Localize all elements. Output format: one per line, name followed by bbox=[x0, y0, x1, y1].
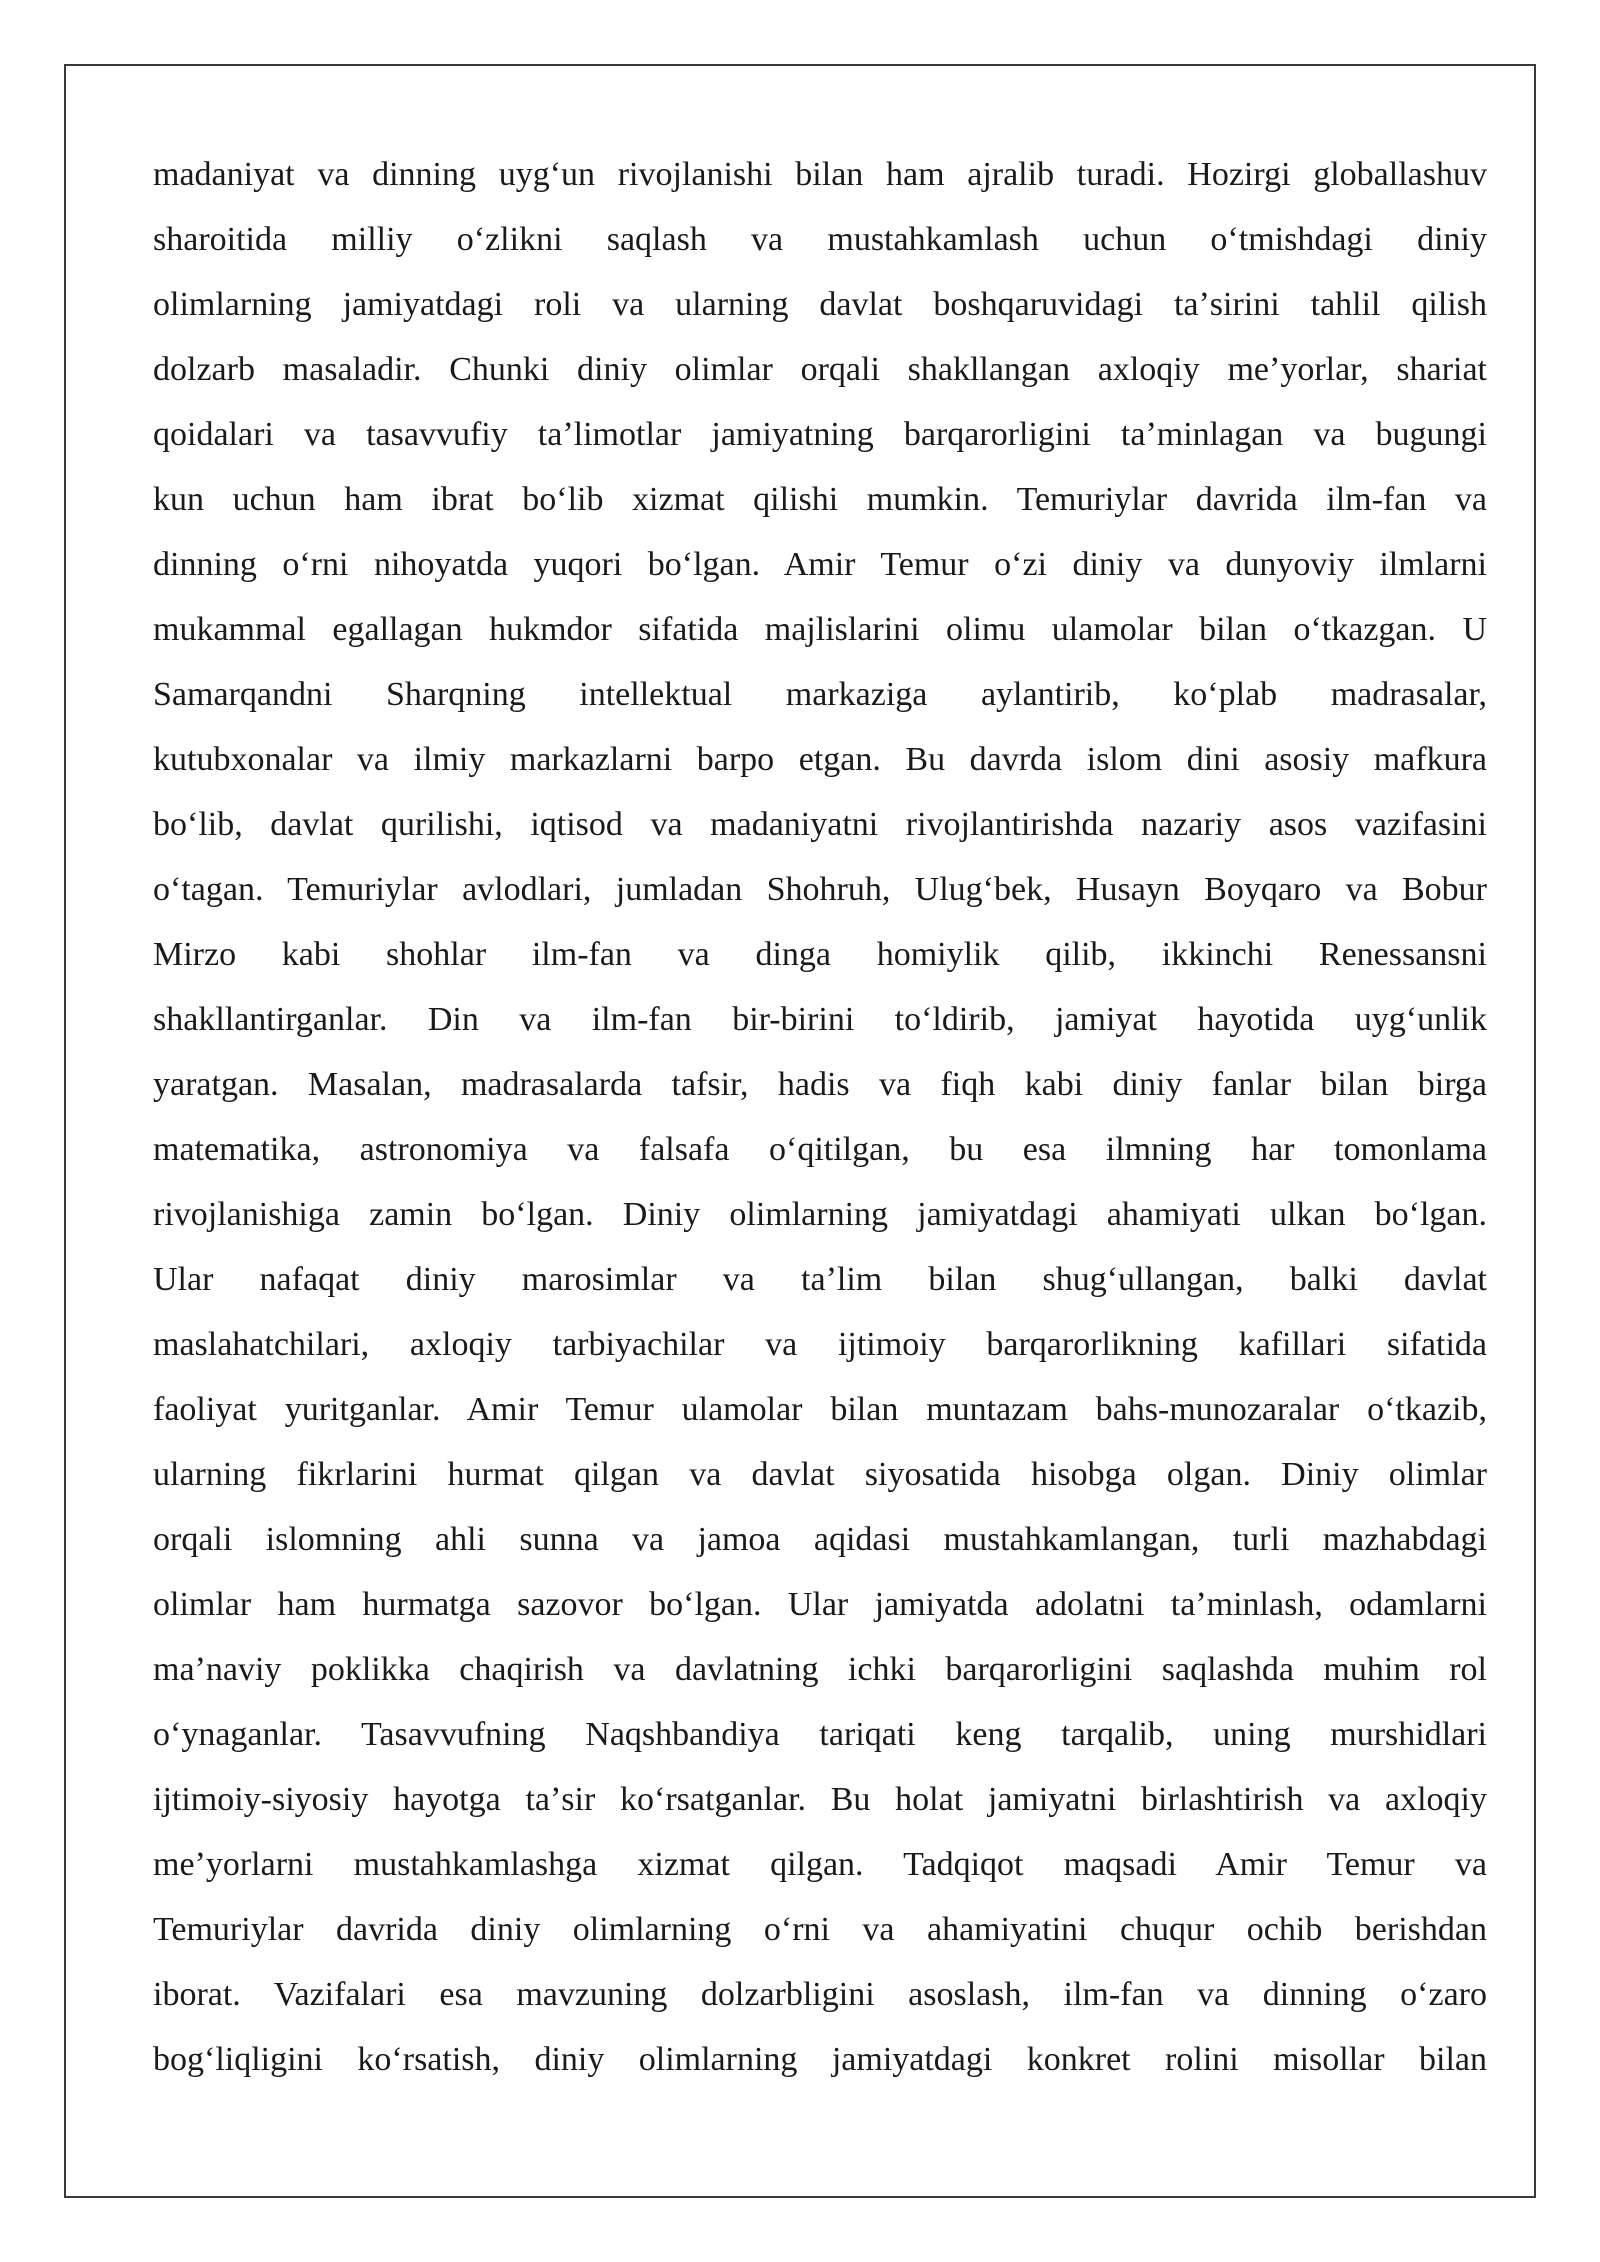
text-line: meʼyorlarni mustahkamlashga xizmat qilgan. Tadqiqot maqsadi Amir Temur va bbox=[153, 1846, 1487, 1883]
text-line: dinning oʻrni nihoyatda yuqori boʻlgan. Amir Temur oʻzi diniy va dunyoviy ilmlarni bbox=[153, 546, 1487, 583]
text-line: qoidalari va tasavvufiy taʼlimotlar jamiyatning barqarorligini taʼminlagan va bugungi bbox=[153, 416, 1487, 453]
text-line: rivojlanishiga zamin boʻlgan. Diniy olimlarning jamiyatdagi ahamiyati ulkan boʻlgan. bbox=[153, 1196, 1487, 1233]
text-line: oʻtagan. Temuriylar avlodlari, jumladan Shohruh, Ulugʻbek, Husayn Boyqaro va Bobur bbox=[153, 871, 1487, 908]
text-line: dolzarb masaladir. Chunki diniy olimlar orqali shakllangan axloqiy meʼyorlar, shariat bbox=[153, 351, 1487, 388]
text-line: shakllantirganlar. Din va ilm-fan bir-birini toʻldirib, jamiyat hayotida uygʻunlik bbox=[153, 1001, 1487, 1038]
text-line: sharoitida milliy oʻzlikni saqlash va mustahkamlash uchun oʻtmishdagi diniy bbox=[153, 221, 1487, 258]
text-line: maʼnaviy poklikka chaqirish va davlatning ichki barqarorligini saqlashda muhim rol bbox=[153, 1651, 1487, 1688]
text-line: mukammal egallagan hukmdor sifatida majlislarini olimu ulamolar bilan oʻtkazgan. U bbox=[153, 611, 1487, 648]
text-line: iborat. Vazifalari esa mavzuning dolzarbligini asoslash, ilm-fan va dinning oʻzaro bbox=[153, 1976, 1487, 2013]
document-body bbox=[153, 142, 1487, 2092]
text-line: Ular nafaqat diniy marosimlar va taʼlim bilan shugʻullangan, balki davlat bbox=[153, 1261, 1487, 1298]
text-line: madaniyat va dinning uygʻun rivojlanishi bilan ham ajralib turadi. Hozirgi globallashuv bbox=[153, 156, 1487, 193]
text-line: matematika, astronomiya va falsafa oʻqitilgan, bu esa ilmning har tomonlama bbox=[153, 1131, 1487, 1168]
text-line: ularning fikrlarini hurmat qilgan va davlat siyosatida hisobga olgan. Diniy olimlar bbox=[153, 1456, 1487, 1493]
text-line: maslahatchilari, axloqiy tarbiyachilar va ijtimoiy barqarorlikning kafillari sifatida bbox=[153, 1326, 1487, 1363]
text-line: kutubxonalar va ilmiy markazlarni barpo etgan. Bu davrda islom dini asosiy mafkura bbox=[153, 741, 1487, 778]
text-line: orqali islomning ahli sunna va jamoa aqidasi mustahkamlangan, turli mazhabdagi bbox=[153, 1521, 1487, 1558]
text-line: bogʻliqligini koʻrsatish, diniy olimlarning jamiyatdagi konkret rolini misollar bilan bbox=[153, 2041, 1487, 2078]
text-line: oʻynaganlar. Tasavvufning Naqshbandiya tariqati keng tarqalib, uning murshidlari bbox=[153, 1716, 1487, 1753]
text-line: yaratgan. Masalan, madrasalarda tafsir, hadis va fiqh kabi diniy fanlar bilan birga bbox=[153, 1066, 1487, 1103]
text-line: Mirzo kabi shohlar ilm-fan va dinga homiylik qilib, ikkinchi Renessansni bbox=[153, 936, 1487, 973]
text-line: boʻlib, davlat qurilishi, iqtisod va madaniyatni rivojlantirishda nazariy asos vazifasini bbox=[153, 806, 1487, 843]
text-line: Samarqandni Sharqning intellektual markaziga aylantirib, koʻplab madrasalar, bbox=[153, 676, 1487, 713]
text-line: kun uchun ham ibrat boʻlib xizmat qilishi mumkin. Temuriylar davrida ilm-fan va bbox=[153, 481, 1487, 518]
text-line: Temuriylar davrida diniy olimlarning oʻrni va ahamiyatini chuqur ochib berishdan bbox=[153, 1911, 1487, 1948]
text-line: ijtimoiy-siyosiy hayotga taʼsir koʻrsatganlar. Bu holat jamiyatni birlashtirish va axloqiy bbox=[153, 1781, 1487, 1818]
text-line: olimlar ham hurmatga sazovor boʻlgan. Ular jamiyatda adolatni taʼminlash, odamlarni bbox=[153, 1586, 1487, 1623]
text-line: faoliyat yuritganlar. Amir Temur ulamolar bilan muntazam bahs-munozaralar oʻtkazib, bbox=[153, 1391, 1487, 1428]
text-line: olimlarning jamiyatdagi roli va ularning davlat boshqaruvidagi taʼsirini tahlil qilish bbox=[153, 286, 1487, 323]
